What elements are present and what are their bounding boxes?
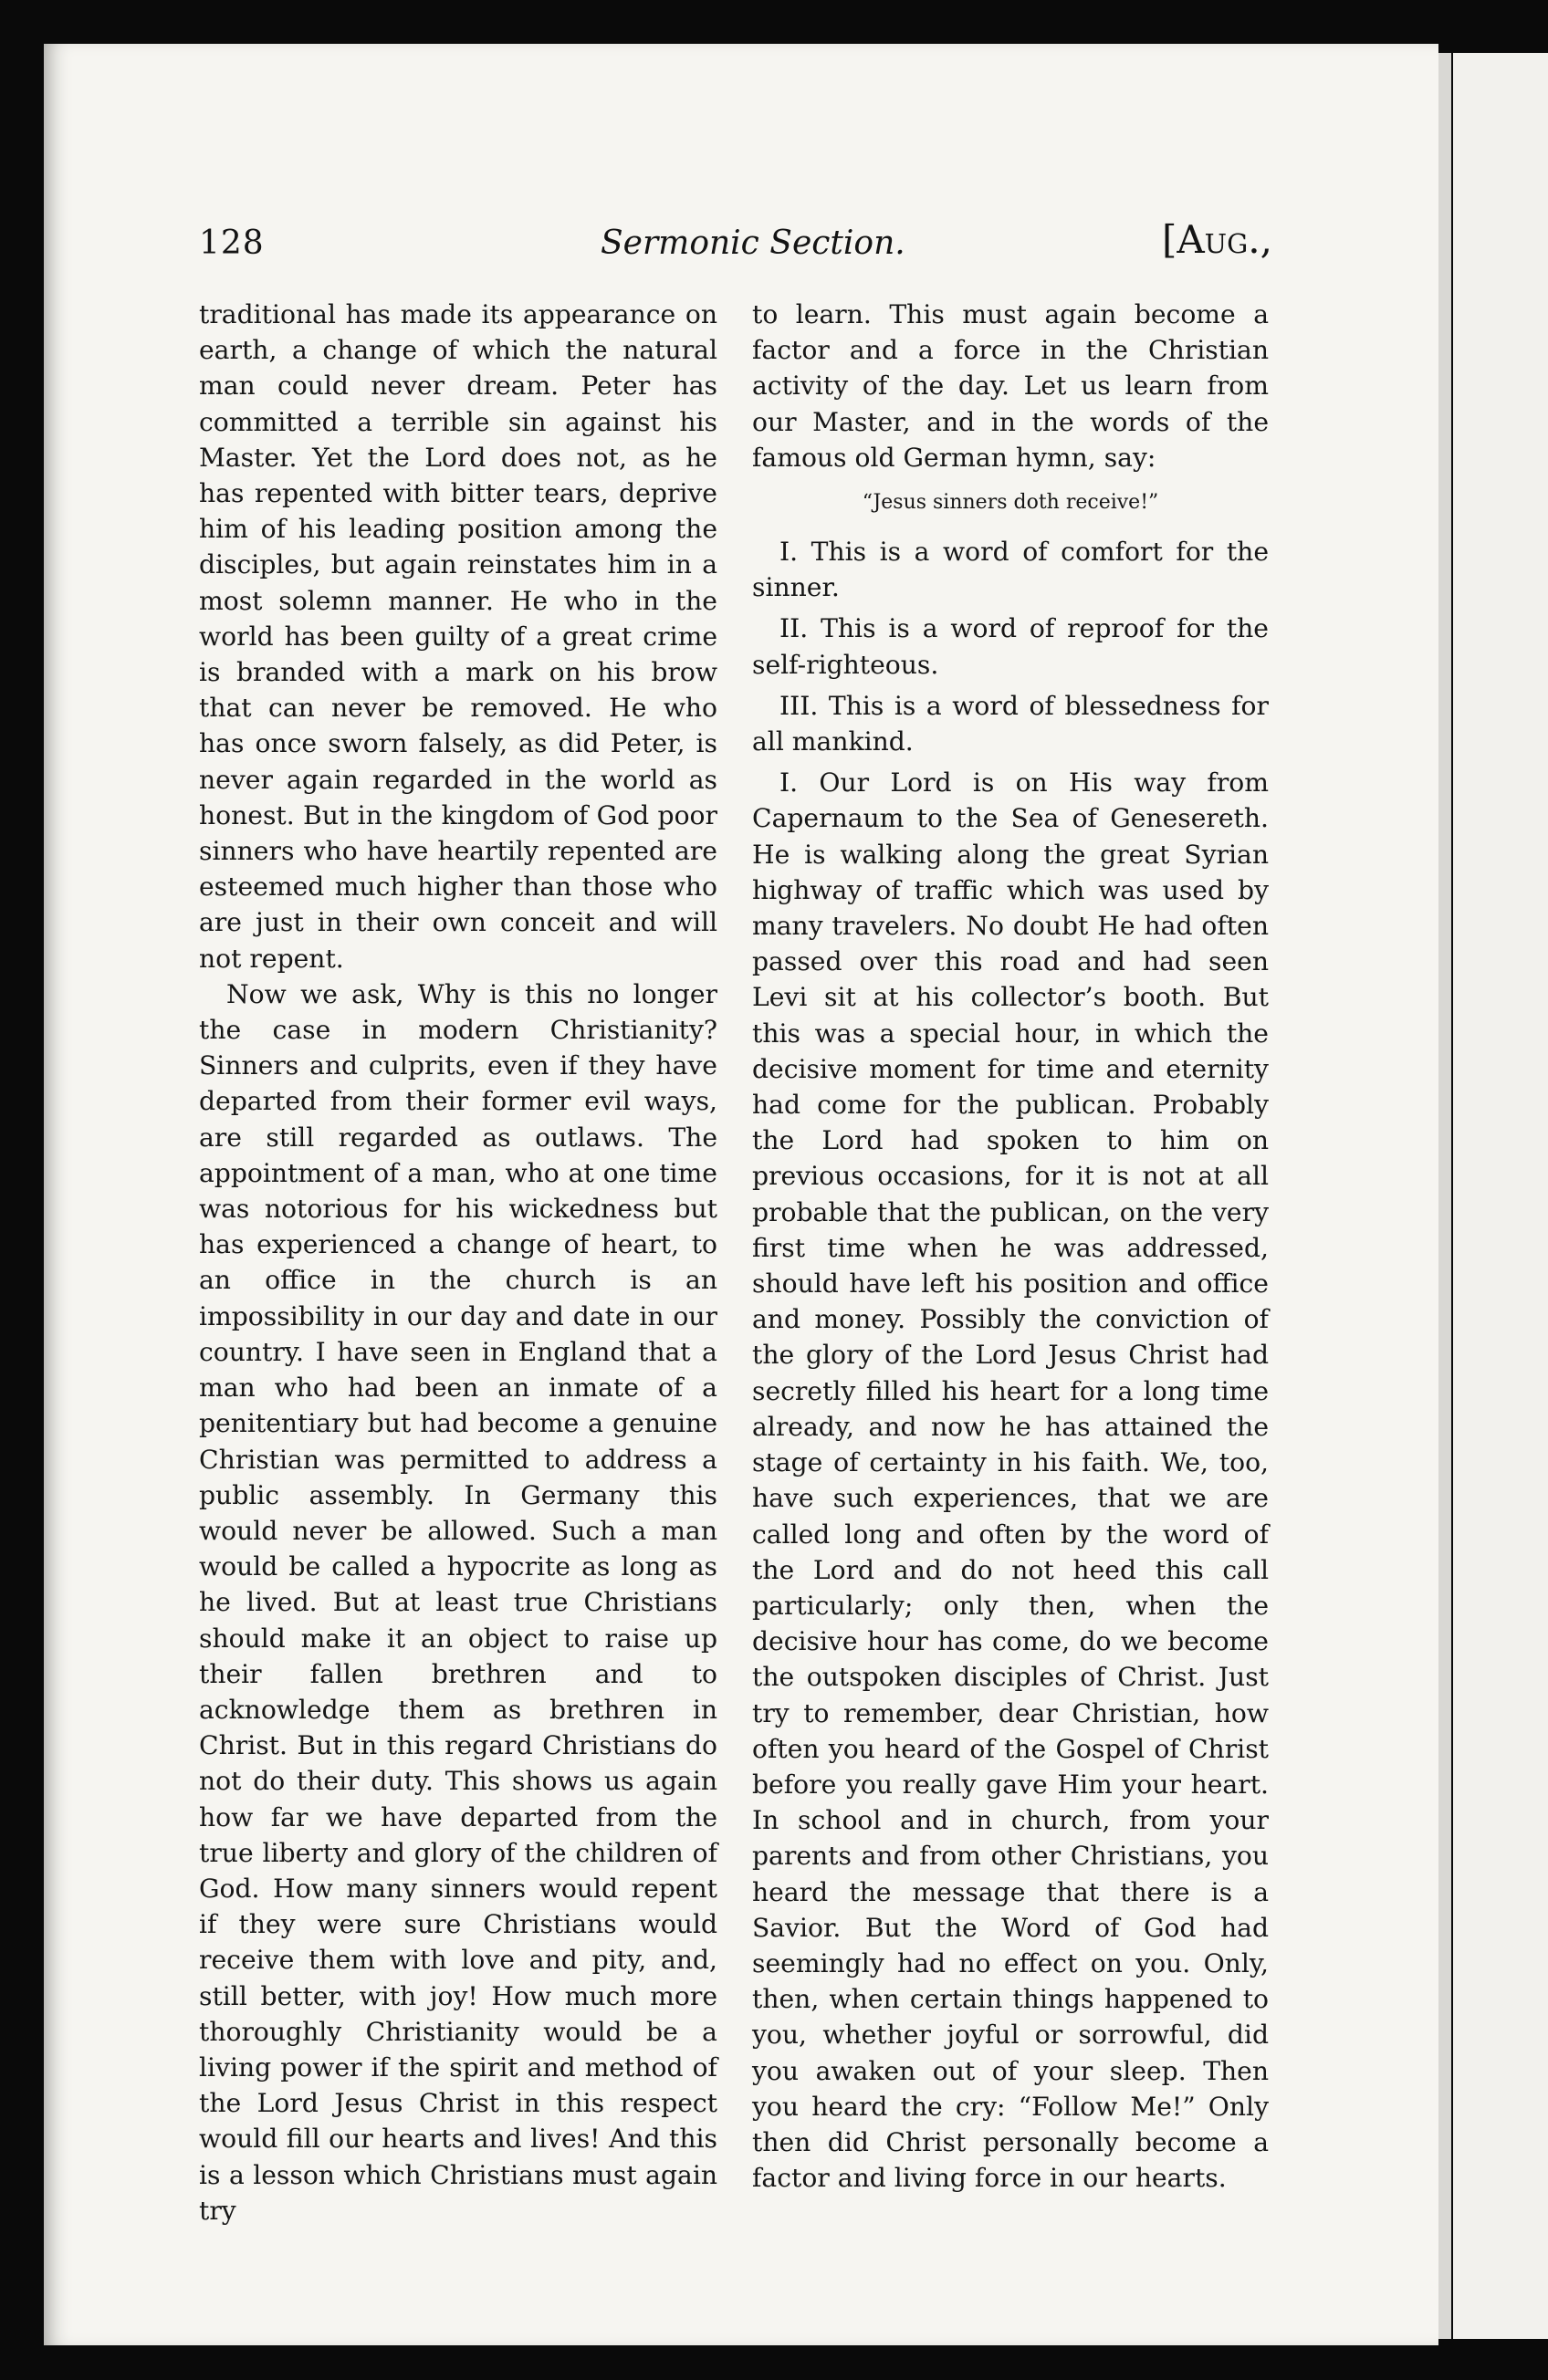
section-title: Sermonic Section. [601, 224, 905, 262]
right-body-paragraph: I. Our Lord is on His way from Capernaum to the Sea of Genesereth. He is walking along the great Syrian highway of traffic which was used by many travelers. No doubt He had often passed over this road and had seen Levi sit at his collector’s booth. But this was a special hour, in which the decisive moment for time and eternity had come for the publican. Probably the Lord had spoken to him on previous occasions, for it is not at all probable that the publican, on the very first time when he was addressed, should have left his position and office and money. Possibly the conviction of the glory of the Lord Jesus Christ had secretly filled his heart for a long time already, and now he has attained the stage of certainty in his faith. We, too, have such experiences, that we are called long and often by the word of the Lord and do not heed this call particularly; only then, when the decisive hour has come, do we become the outspoken disciples of Christ. Just try to remember, dear Christian, how often you heard of the Gospel of Christ before you really gave Him your heart. In school and in church, from your parents and from other Christians, you heard the message that there is a Savior. But the Word of God had seemingly had no effect on you. Only, then, when certain things happened to you, whether joyful or sorrowful, did you awaken out of your sleep. Then you heard the cry: “Follow Me!” Only then did Christ personally become a factor and living force in our hearts. [752, 767, 1269, 2194]
page-number: 128 [199, 224, 265, 262]
month-marker: [Aug., [1161, 217, 1272, 262]
adjacent-page-fragment [1453, 53, 1548, 2339]
point-two: II. This is a word of reproof for the self-righteous. [752, 613, 1269, 680]
left-paragraph-2: Now we ask, Why is this no longer the case in modern Christianity? Sinners and culprits, even if they have departed from their former evil ways, are still regarded as outlaws. The appointment of a man, who at one time was notorious for his wickedness but has experienced a change of heart, to an office in the church is an impossibility in our day and date in our country. I have seen in England that a man who had been an inmate of a penitentiary but had become a genuine Christian was permitted to address a public assembly. In Germany this would never be allowed. Such a man would be called a hypocrite as long as he lived. But at least true Christians should make it an object to raise up their fallen brethren and to acknowledge them as brethren in Christ. But in this regard Christians do not do their duty. This shows us again how far we have departed from the true liberty and glory of the children of God. How many sinners would repent if they were sure Christians would receive them with love and pity, and, still better, with joy! How much more thoroughly Christianity would be a living power if the spirit and method of the Lord Jesus Christ in this respect would fill our hearts and lives! And this is a lesson which Christians must again try [199, 978, 717, 2226]
hymn-quote: “Jesus sinners doth receive!” [862, 491, 1159, 515]
right-opening-paragraph: to learn. This must again become a factor and a force in the Christian activity of the day. Let us learn from our Master, and in the words of the famous old German hymn, say: [752, 299, 1269, 473]
right-column [752, 297, 1269, 2196]
running-head [199, 217, 1272, 272]
page-edge [1438, 53, 1451, 2339]
point-three: III. This is a word of blessedness for all mankind. [752, 690, 1269, 757]
left-paragraph-1: traditional has made its appearance on earth, a change of which the natural man could never dream. Peter has committed a terrible sin against his Master. Yet the Lord does not, as he has repented with bitter tears, deprive him of his leading position among the disciples, but again reinstates him in a most solemn manner. He who in the world has been guilty of a great crime is branded with a mark on his brow that can never be removed. He who has once sworn falsely, as did Peter, is never again regarded in the world as honest. But in the kingdom of God poor sinners who have heartily repented are esteemed much higher than those who are just in their own conceit and will not repent. [199, 299, 717, 974]
point-one: I. This is a word of comfort for the sinner. [752, 537, 1269, 603]
left-column [199, 297, 717, 2229]
